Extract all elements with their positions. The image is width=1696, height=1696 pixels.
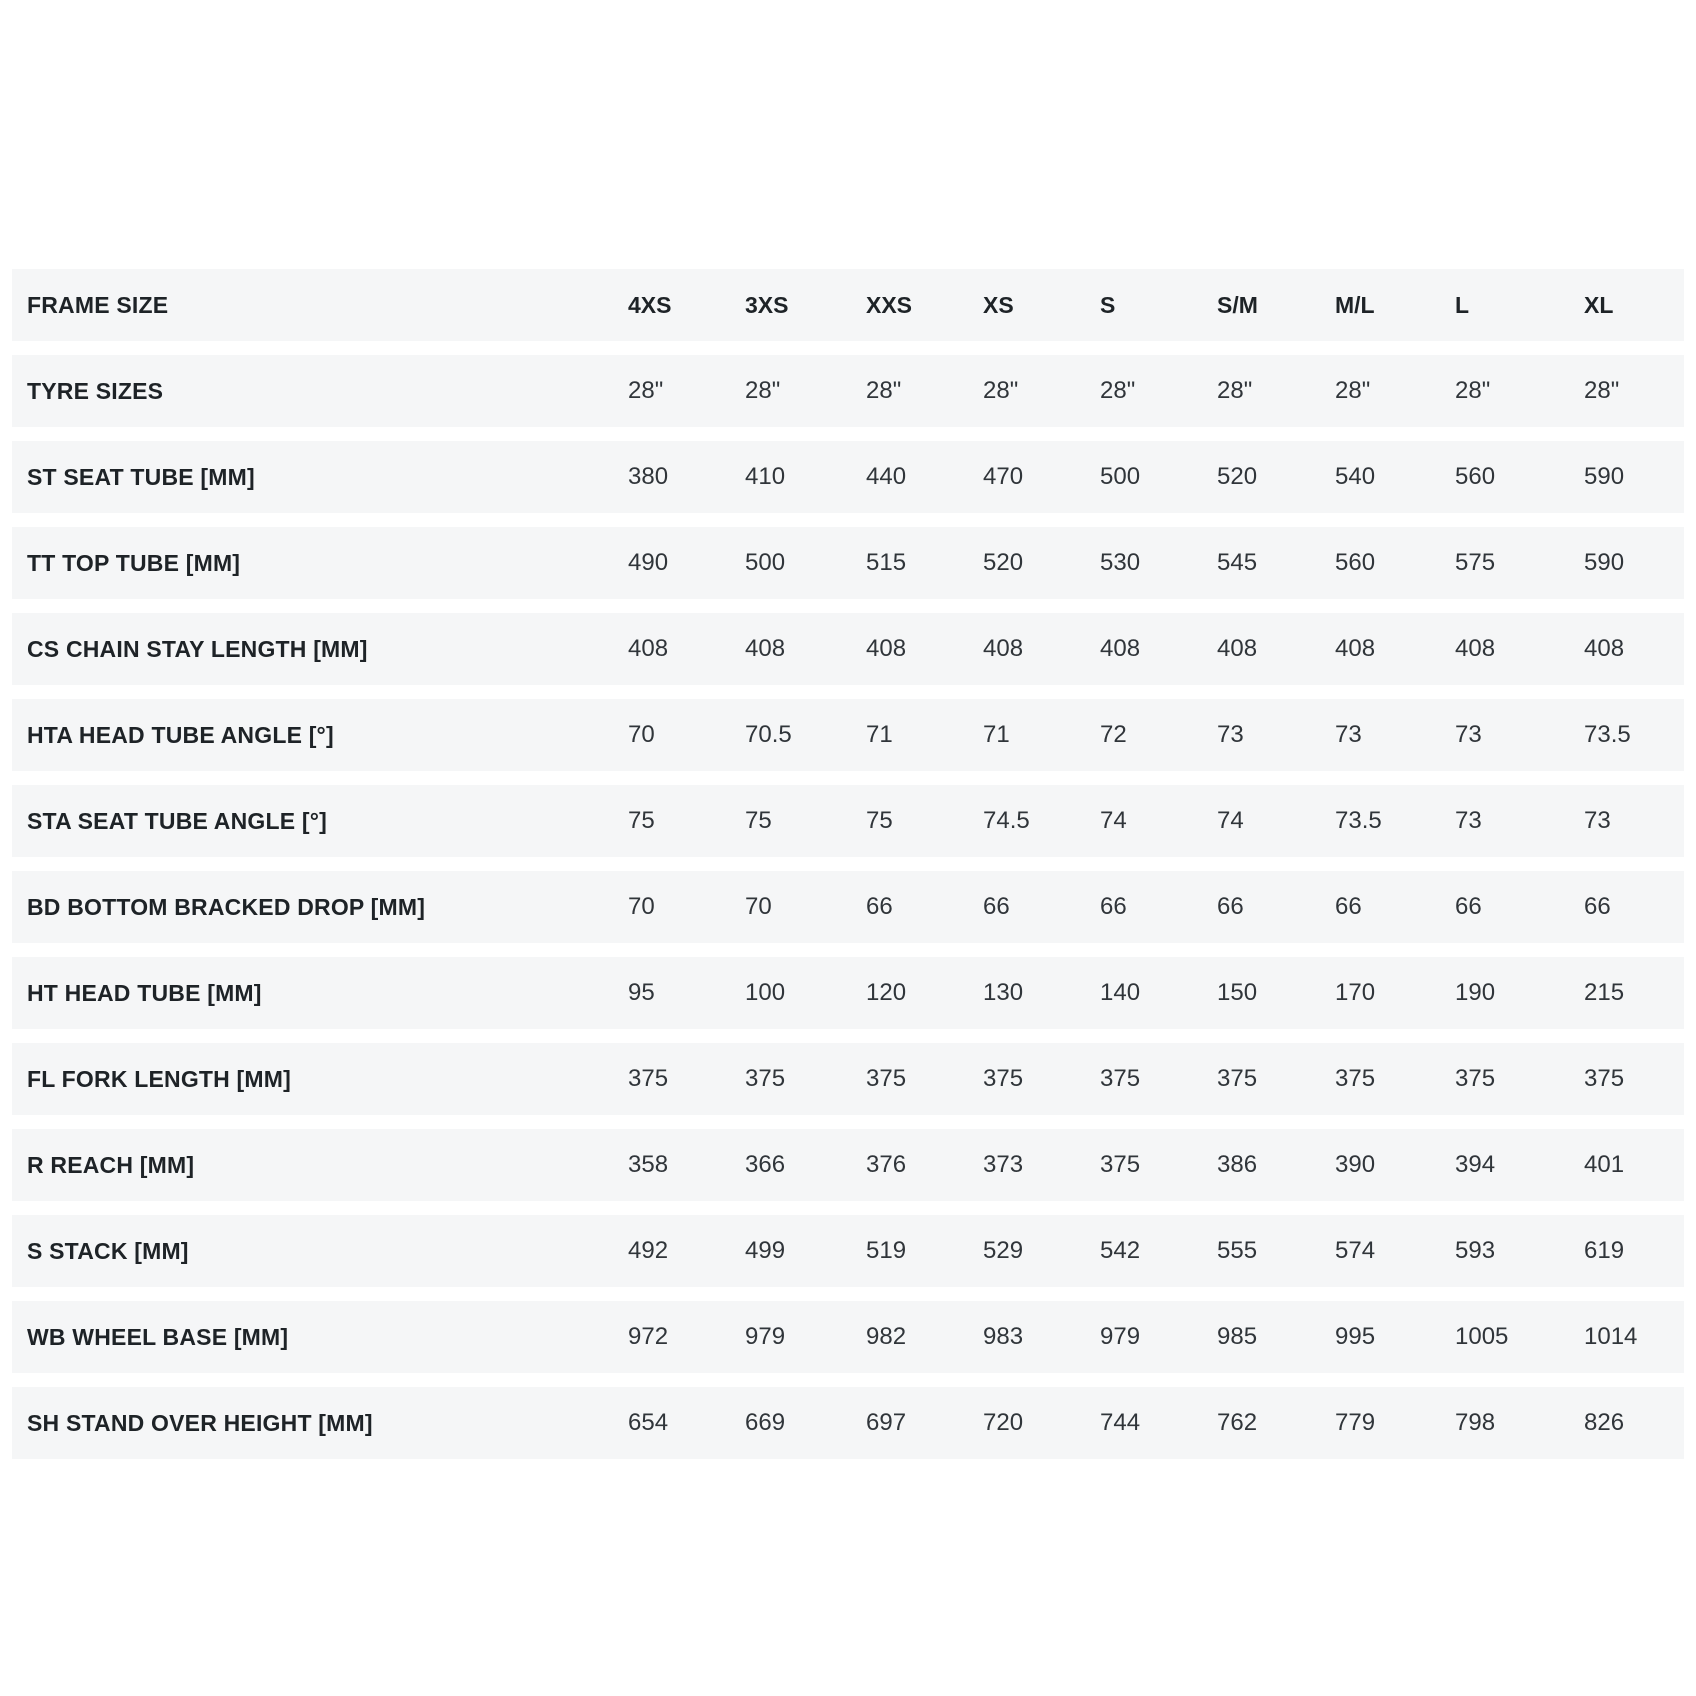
table-cell: 75: [866, 807, 893, 834]
table-cell: 408: [628, 635, 669, 662]
table-cell: 545: [1217, 549, 1258, 576]
row-cells: [628, 979, 1684, 1007]
row-label: ST SEAT TUBE [MM]: [27, 463, 255, 490]
table-cell: 798: [1455, 1409, 1496, 1436]
table-cell: 28": [1455, 377, 1491, 404]
table-cell: 470: [983, 463, 1024, 490]
size-header: XXS: [866, 291, 913, 318]
row-label: STA SEAT TUBE ANGLE [°]: [27, 807, 328, 834]
table-cell: 74.5: [983, 807, 1030, 834]
table-cell: 529: [983, 1237, 1024, 1264]
table-cell: 100: [745, 979, 786, 1006]
table-cell: 520: [983, 549, 1024, 576]
table-cell: 520: [1217, 463, 1258, 490]
table-cell: 720: [983, 1409, 1024, 1436]
table-row: [12, 520, 1684, 606]
table-cell: 408: [1335, 635, 1376, 662]
table-row: [12, 606, 1684, 692]
row-cells: [628, 635, 1684, 663]
row-cells: [628, 721, 1684, 749]
row-cells: [628, 1151, 1684, 1179]
table-cell: 71: [866, 721, 893, 748]
geometry-table: [12, 262, 1684, 1466]
table-cell: 73: [1584, 807, 1611, 834]
table-cell: 120: [866, 979, 907, 1006]
table-cell: 995: [1335, 1323, 1376, 1350]
table-cell: 375: [1584, 1065, 1625, 1092]
table-cell: 779: [1335, 1409, 1376, 1436]
table-cell: 66: [1335, 893, 1362, 920]
row-cells: [628, 549, 1684, 577]
table-cell: 982: [866, 1323, 907, 1350]
table-cell: 70: [745, 893, 772, 920]
table-row: [12, 348, 1684, 434]
table-cell: 1014: [1584, 1323, 1638, 1350]
table-cell: 375: [1217, 1065, 1258, 1092]
table-cell: 73: [1455, 807, 1482, 834]
table-cell: 28": [1100, 377, 1136, 404]
table-cell: 376: [866, 1151, 907, 1178]
row-label: FL FORK LENGTH [MM]: [27, 1065, 291, 1092]
table-cell: 28": [745, 377, 781, 404]
row-label: R REACH [MM]: [27, 1151, 195, 1178]
table-cell: 73: [1335, 721, 1362, 748]
size-header: L: [1455, 291, 1470, 318]
table-cell: 542: [1100, 1237, 1141, 1264]
row-cells: [628, 463, 1684, 491]
table-cell: 375: [1100, 1065, 1141, 1092]
table-cell: 190: [1455, 979, 1496, 1006]
row-label: TYRE SIZES: [27, 377, 164, 404]
table-cell: 28": [1584, 377, 1620, 404]
table-cell: 654: [628, 1409, 669, 1436]
table-cell: 985: [1217, 1323, 1258, 1350]
table-cell: 619: [1584, 1237, 1625, 1264]
size-header: S: [1100, 291, 1116, 318]
table-row: [12, 692, 1684, 778]
size-header: S/M: [1217, 291, 1258, 318]
size-header: M/L: [1335, 291, 1375, 318]
table-row: [12, 1122, 1684, 1208]
table-cell: 593: [1455, 1237, 1496, 1264]
table-cell: 70.5: [745, 721, 792, 748]
table-cell: 499: [745, 1237, 786, 1264]
table-cell: 826: [1584, 1409, 1625, 1436]
table-cell: 697: [866, 1409, 907, 1436]
table-cell: 574: [1335, 1237, 1376, 1264]
table-row: [12, 1208, 1684, 1294]
table-cell: 744: [1100, 1409, 1141, 1436]
table-cell: 440: [866, 463, 907, 490]
table-cell: 492: [628, 1237, 669, 1264]
table-cell: 358: [628, 1151, 669, 1178]
table-cell: 575: [1455, 549, 1496, 576]
table-cell: 28": [983, 377, 1019, 404]
table-cell: 1005: [1455, 1323, 1509, 1350]
row-cells: [628, 1065, 1684, 1093]
table-cell: 375: [866, 1065, 907, 1092]
table-cell: 500: [1100, 463, 1141, 490]
table-cell: 375: [1100, 1151, 1141, 1178]
row-label: HTA HEAD TUBE ANGLE [°]: [27, 721, 334, 748]
table-cell: 490: [628, 549, 669, 576]
table-cell: 95: [628, 979, 655, 1006]
table-cell: 71: [983, 721, 1010, 748]
table-cell: 73: [1217, 721, 1244, 748]
table-cell: 408: [1100, 635, 1141, 662]
table-row: [12, 864, 1684, 950]
size-header: XS: [983, 291, 1014, 318]
table-cell: 375: [983, 1065, 1024, 1092]
table-cell: 66: [1584, 893, 1611, 920]
table-cell: 28": [628, 377, 664, 404]
table-cell: 28": [1335, 377, 1371, 404]
row-cells: [628, 1323, 1684, 1351]
table-cell: 380: [628, 463, 669, 490]
table-cell: 215: [1584, 979, 1625, 1006]
row-cells: [628, 893, 1684, 921]
table-cell: 972: [628, 1323, 669, 1350]
table-cell: 375: [1335, 1065, 1376, 1092]
table-cell: 75: [745, 807, 772, 834]
table-cell: 66: [983, 893, 1010, 920]
table-cell: 519: [866, 1237, 907, 1264]
table-cell: 73: [1455, 721, 1482, 748]
table-cell: 170: [1335, 979, 1376, 1006]
table-cell: 130: [983, 979, 1024, 1006]
table-cell: 979: [1100, 1323, 1141, 1350]
table-cell: 515: [866, 549, 907, 576]
table-cell: 390: [1335, 1151, 1376, 1178]
table-cell: 150: [1217, 979, 1258, 1006]
table-cell: 375: [628, 1065, 669, 1092]
table-cell: 408: [1584, 635, 1625, 662]
header-label: FRAME SIZE: [27, 291, 169, 318]
table-cell: 983: [983, 1323, 1024, 1350]
header-cells: [628, 292, 1684, 319]
table-cell: 375: [1455, 1065, 1496, 1092]
table-cell: 401: [1584, 1151, 1625, 1178]
table-cell: 70: [628, 893, 655, 920]
row-label: HT HEAD TUBE [MM]: [27, 979, 262, 1006]
table-cell: 408: [866, 635, 907, 662]
table-cell: 375: [745, 1065, 786, 1092]
table-cell: 66: [1100, 893, 1127, 920]
table-row: [12, 1380, 1684, 1466]
table-row: [12, 1036, 1684, 1122]
table-cell: 66: [1217, 893, 1244, 920]
table-cell: 408: [983, 635, 1024, 662]
row-cells: [628, 1237, 1684, 1265]
table-cell: 73.5: [1335, 807, 1382, 834]
table-cell: 74: [1217, 807, 1244, 834]
row-label: SH STAND OVER HEIGHT [MM]: [27, 1409, 373, 1436]
table-cell: 669: [745, 1409, 786, 1436]
table-cell: 28": [1217, 377, 1253, 404]
table-cell: 555: [1217, 1237, 1258, 1264]
table-cell: 366: [745, 1151, 786, 1178]
table-cell: 394: [1455, 1151, 1496, 1178]
table-cell: 590: [1584, 463, 1625, 490]
row-cells: [628, 377, 1684, 405]
size-header: XL: [1584, 291, 1614, 318]
table-cell: 74: [1100, 807, 1127, 834]
table-cell: 560: [1335, 549, 1376, 576]
table-cell: 72: [1100, 721, 1127, 748]
table-cell: 530: [1100, 549, 1141, 576]
table-cell: 66: [866, 893, 893, 920]
table-cell: 410: [745, 463, 786, 490]
table-cell: 66: [1455, 893, 1482, 920]
row-cells: [628, 1409, 1684, 1437]
row-label: S STACK [MM]: [27, 1237, 189, 1264]
table-cell: 28": [866, 377, 902, 404]
table-cell: 373: [983, 1151, 1024, 1178]
row-label: WB WHEEL BASE [MM]: [27, 1323, 289, 1350]
table-cell: 979: [745, 1323, 786, 1350]
table-cell: 762: [1217, 1409, 1258, 1436]
table-cell: 70: [628, 721, 655, 748]
table-cell: 408: [745, 635, 786, 662]
table-cell: 140: [1100, 979, 1141, 1006]
table-row: [12, 434, 1684, 520]
table-cell: 560: [1455, 463, 1496, 490]
table-row: [12, 778, 1684, 864]
table-cell: 500: [745, 549, 786, 576]
row-cells: [628, 807, 1684, 835]
size-header: 3XS: [745, 291, 789, 318]
row-label: CS CHAIN STAY LENGTH [MM]: [27, 635, 368, 662]
row-label: BD BOTTOM BRACKED DROP [MM]: [27, 893, 426, 920]
table-cell: 590: [1584, 549, 1625, 576]
table-cell: 75: [628, 807, 655, 834]
table-cell: 386: [1217, 1151, 1258, 1178]
table-cell: 73.5: [1584, 721, 1631, 748]
table-cell: 408: [1217, 635, 1258, 662]
table-row: [12, 950, 1684, 1036]
table-cell: 408: [1455, 635, 1496, 662]
table-row: [12, 1294, 1684, 1380]
size-header: 4XS: [628, 291, 672, 318]
table-header-row: [12, 262, 1684, 348]
table-cell: 540: [1335, 463, 1376, 490]
row-label: TT TOP TUBE [MM]: [27, 549, 241, 576]
